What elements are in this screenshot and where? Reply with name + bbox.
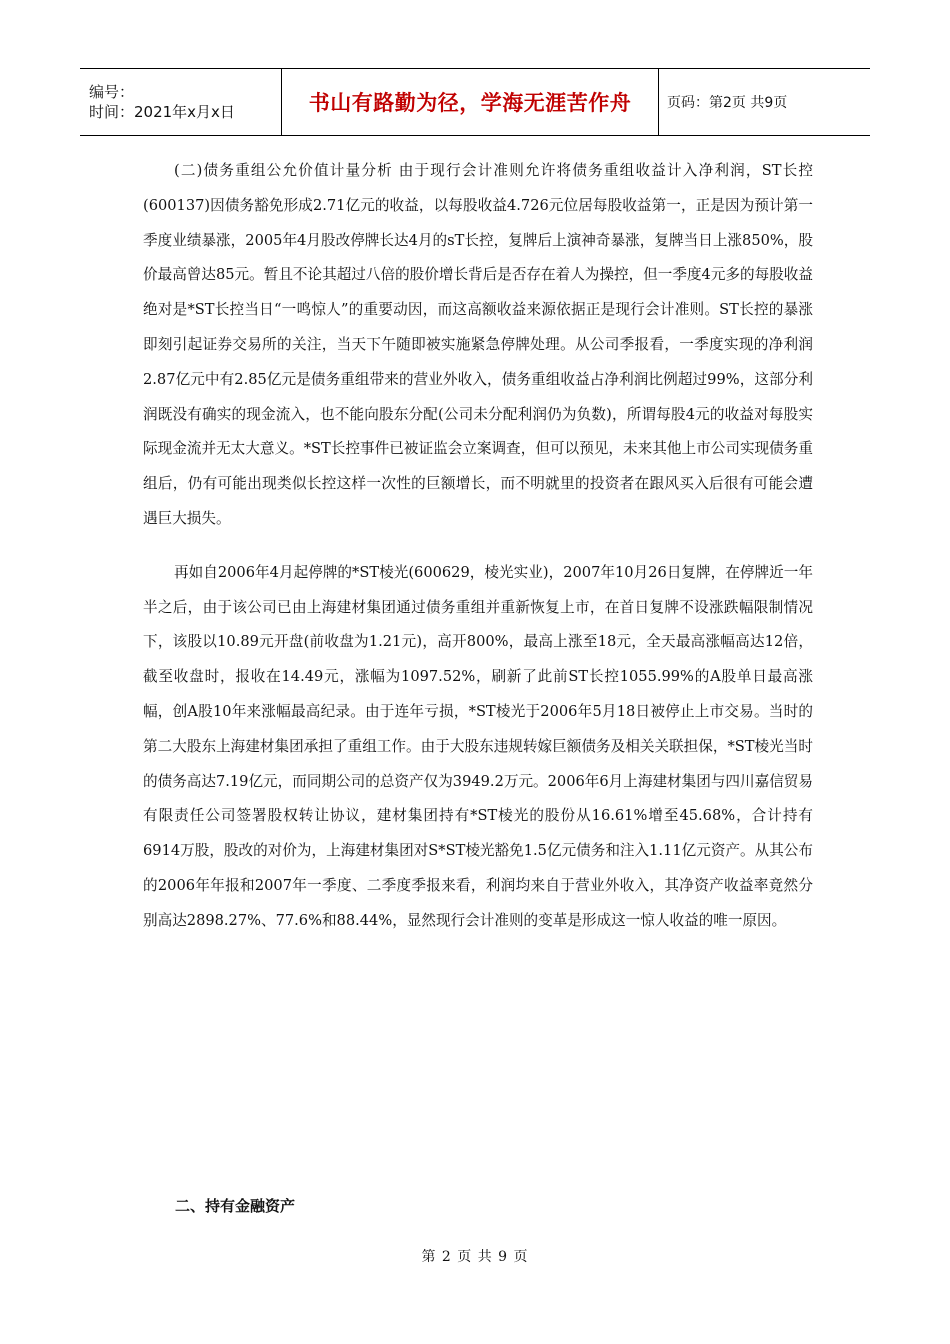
page-header <box>80 68 870 136</box>
header-motto: 书山有路勤为径，学海无涯苦作舟 <box>282 69 659 135</box>
paragraph-lengguang-case: 再如自2006年4月起停牌的*ST棱光(600629，棱光实业)，2007年10月26日复牌，在停牌近一年半之后，由于该公司已由上海建材集团通过债务重组并重新恢复上市，在首日复牌不设涨跌幅限制情况下，该股以10.89元开盘(前收盘为1.21元)，高开800%，最高上涨至18元，全天最高涨幅高达12倍，截至收盘时，报收在14.49元，涨幅为1097.52%，刷新了此前ST长控1055.99%的A股单日最高涨幅，创A股10年来涨幅最高纪录。由于连年亏损，*ST棱光于2006年5月18日被停止上市交易。当时的第二大股东上海建材集团承担了重组工作。由于大股东违规转嫁巨额债务及相关关联担保，*ST棱光当时的债务高达7.19亿元，而同期公司的总资产仅为3949.2万元。2006年6月上海建材集团与四川嘉信贸易有限责任公司签署股权转让协议，建材集团持有*ST棱光的股份从16.61%增至45.68%，合计持有6914万股，股改的对价为，上海建材集团对S*ST棱光豁免1.5亿元债务和注入1.11亿元资产。从其公布的2006年年报和2007年一季度、二季度季报来看，利润均来自于营业外收入，其净资产收益率竟然分别高达2898.27%、77.6%和88.44%，显然现行会计准则的变革是形成这一惊人收益的唯一原因。 <box>143 563 813 929</box>
document-number-label: 编号： <box>89 83 135 101</box>
page-footer: 第 2 页 共 9 页 <box>421 1249 529 1265</box>
header-meta <box>80 69 282 135</box>
section-heading: 二、持有金融资产 <box>175 1197 296 1215</box>
document-body <box>143 154 813 939</box>
paragraph-debt-restructuring: (二)债务重组公允价值计量分析 由于现行会计准则允许将债务重组收益计入净利润，ST长控(600137)因债务豁免形成2.71亿元的收益，以每股收益4.726元位居每股收益第一，正是因为预计第一季度业绩暴涨，2005年4月股改停牌长达4月的sT长控，复牌后上演神奇暴涨，复牌当日上涨850%，股价最高曾达85元。暂且不论其超过八倍的股价增长背后是否存在着人为操控，但一季度4元多的每股收益绝对是*ST长控当日“一鸣惊人”的重要动因，而这高额收益来源依据正是现行会计准则。ST长控的暴涨即刻引起证券交易所的关注，当天下午随即被实施紧急停牌处理。从公司季报看，一季度实现的净利润2.87亿元中有2.85亿元是债务重组带来的营业外收入，债务重组收益占净利润比例超过99%，这部分利润既没有确实的现金流入，也不能向股东分配(公司未分配利润仍为负数)，所谓每股4元的收益对每股实际现金流并无太大意义。*ST长控事件已被证监会立案调查，但可以预见，未来其他上市公司实现债务重组后，仍有可能出现类似长控这样一次性的巨额增长，而不明就里的投资者在跟风买入后很有可能会遭遇巨大损失。 <box>143 162 813 527</box>
header-page-code: 页码：第2页 共9页 <box>667 95 788 111</box>
document-time-label: 时间：2021年x月x日 <box>89 103 235 121</box>
